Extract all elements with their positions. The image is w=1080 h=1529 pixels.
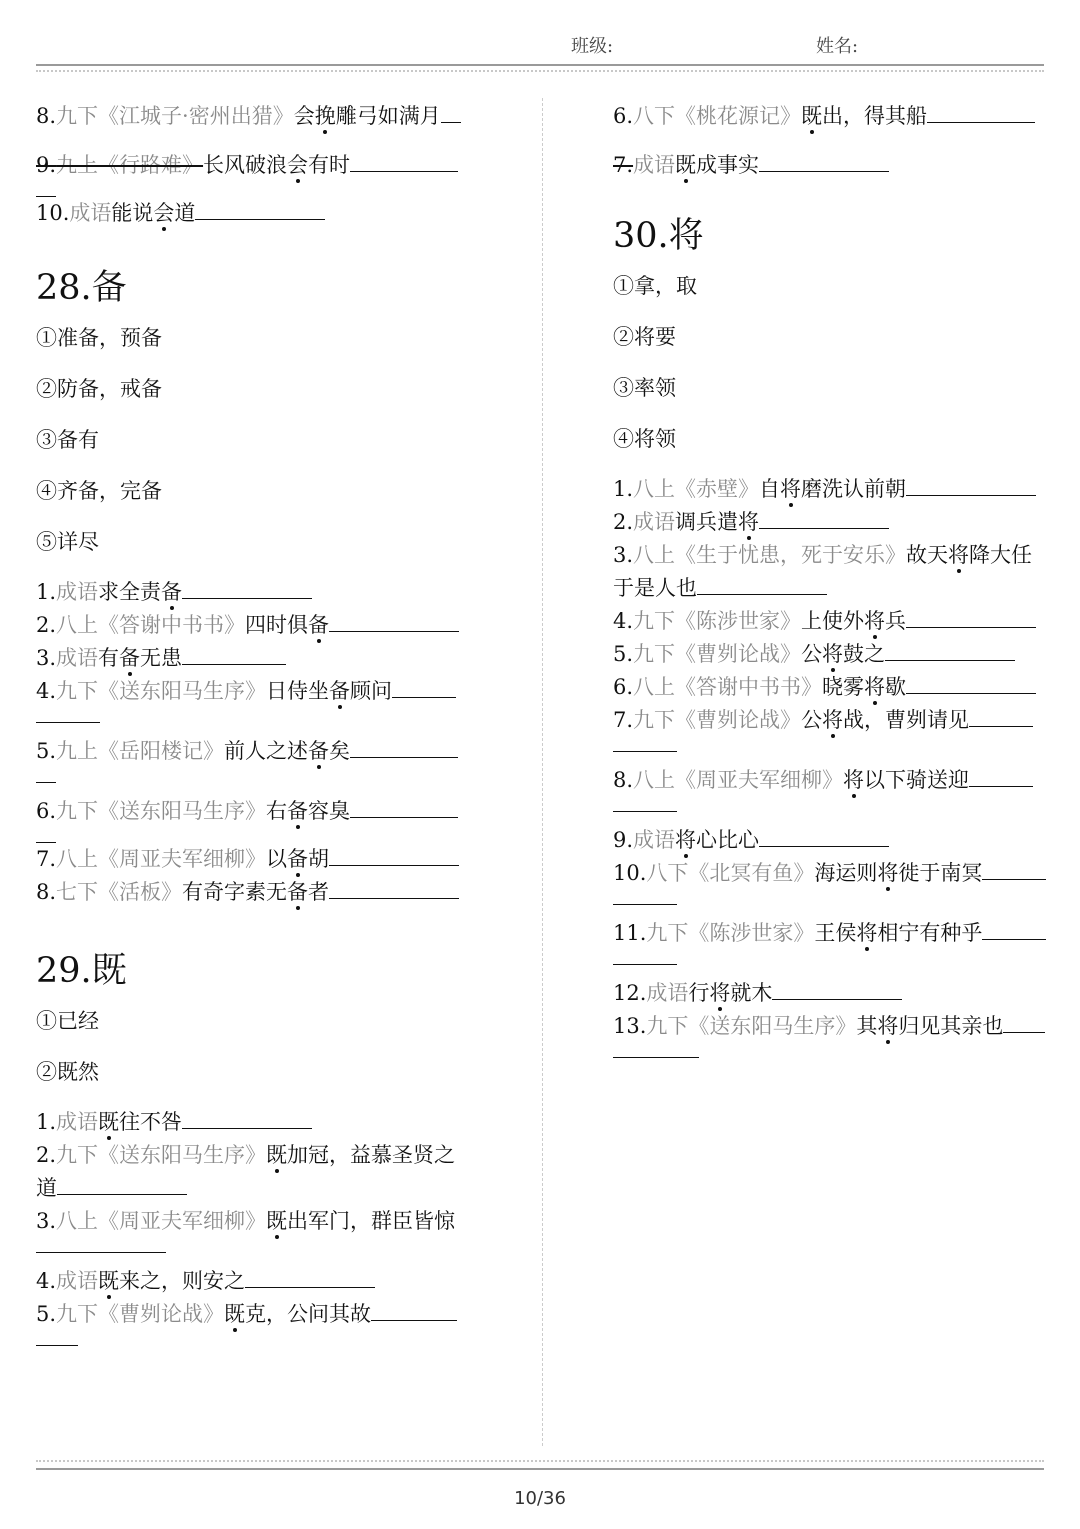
sense-item: ③备有 (36, 428, 99, 452)
sense-item: ③率领 (613, 376, 676, 400)
question-item: 6.八下《桃花源记》既出，得其船 (613, 100, 1058, 133)
answer-blank[interactable] (245, 1267, 375, 1288)
key-char: 备 (287, 799, 309, 823)
section-heading: 30.将 (613, 216, 704, 256)
right-column (613, 100, 1058, 1058)
page-number: 10/36 (514, 1488, 566, 1509)
question-item: 13.九下《送东阳马生序》其将归见其亲也 (613, 1010, 1058, 1043)
sense-item: ①拿，取 (613, 274, 697, 298)
key-char: 将 (843, 768, 865, 792)
key-char: 将 (780, 477, 802, 501)
footer-rule (36, 1468, 1044, 1470)
question-item: 9.成语将心比心 (613, 824, 1058, 857)
question-item: 5.九下《曹刿论战》既克，公问其故 (36, 1298, 476, 1331)
answer-blank[interactable] (36, 828, 56, 843)
question-item: 2.九下《送东阳马生序》既加冠，益慕圣贤之 (36, 1143, 456, 1167)
key-char: 备 (161, 580, 183, 604)
answer-blank[interactable] (759, 826, 889, 847)
answer-blank[interactable] (36, 1331, 78, 1346)
key-char: 备 (119, 646, 141, 670)
question-item: 1.成语求全责备 (36, 576, 476, 609)
answer-blank[interactable] (885, 640, 1015, 661)
answer-blank[interactable] (195, 199, 325, 220)
section-heading: 28.备 (36, 268, 127, 308)
question-item: 6.八上《答谢中书书》晓雾将歇 (613, 671, 1058, 704)
question-item-continued: 道 (36, 1172, 476, 1205)
question-item: 8.七下《活板》有奇字素无备者 (36, 876, 476, 909)
key-char: 备 (287, 847, 309, 871)
sense-item: ②将要 (613, 325, 676, 349)
key-char: 既 (266, 1143, 288, 1167)
answer-blank[interactable] (969, 706, 1033, 727)
question-item: 7.九下《曹刿论战》公将战，曹刿请见 (613, 704, 1058, 737)
answer-blank[interactable] (759, 151, 889, 172)
answer-blank[interactable] (350, 737, 458, 758)
answer-blank[interactable] (697, 574, 827, 595)
answer-blank[interactable] (371, 1300, 457, 1321)
question-item-continued: 于是人也 (613, 572, 1058, 605)
answer-blank[interactable] (927, 102, 1035, 123)
key-char: 将 (709, 981, 731, 1005)
left-column (36, 100, 476, 1346)
key-char: 备 (329, 679, 351, 703)
question-item: 3.成语有备无患 (36, 642, 476, 675)
key-char: 挽 (314, 104, 336, 128)
answer-blank[interactable] (329, 845, 459, 866)
question-item: 3.八上《生于忧患，死于安乐》故天将降大任 (613, 543, 1033, 567)
key-char: 备 (308, 613, 330, 637)
question-item: 5.九下《曹刿论战》公将鼓之 (613, 638, 1058, 671)
question-item: 4.成语既来之，则安之 (36, 1265, 476, 1298)
key-char: 将 (948, 543, 970, 567)
answer-blank[interactable] (906, 607, 1036, 628)
key-char: 将 (822, 642, 844, 666)
answer-blank[interactable] (329, 878, 459, 899)
answer-blank[interactable] (182, 578, 312, 599)
question-item: 4.九下《送东阳马生序》日侍坐备顾问 (36, 675, 476, 708)
key-char: 会 (153, 201, 175, 225)
question-item: 2.成语调兵遣将 (613, 506, 1058, 539)
answer-blank[interactable] (969, 766, 1033, 787)
answer-blank[interactable] (982, 919, 1046, 940)
answer-blank[interactable] (441, 102, 461, 123)
question-item: 5.九上《岳阳楼记》前人之述备矣 (36, 735, 476, 768)
answer-blank[interactable] (613, 950, 677, 965)
answer-blank[interactable] (182, 644, 286, 665)
page-header (36, 28, 1044, 68)
answer-blank[interactable] (36, 708, 100, 723)
sense-item: ①已经 (36, 1009, 99, 1033)
question-item: 11.九下《陈涉世家》王侯将相宁有种乎 (613, 917, 1058, 950)
key-char: 备 (308, 739, 330, 763)
key-char: 将 (877, 861, 899, 885)
answer-blank[interactable] (982, 859, 1046, 880)
answer-blank[interactable] (613, 1043, 699, 1058)
question-item: 10.八下《北冥有鱼》海运则将徙于南冥 (613, 857, 1058, 890)
answer-blank[interactable] (906, 673, 1036, 694)
answer-blank[interactable] (906, 475, 1036, 496)
answer-blank[interactable] (36, 182, 56, 197)
key-char: 将 (675, 828, 697, 852)
question-item: 4.九下《陈涉世家》上使外将兵 (613, 605, 1058, 638)
answer-blank[interactable] (613, 890, 677, 905)
answer-blank[interactable] (759, 508, 889, 529)
key-char: 将 (877, 1014, 899, 1038)
answer-blank[interactable] (613, 797, 677, 812)
answer-blank[interactable] (772, 979, 902, 1000)
header-dotted-rule (36, 70, 1044, 72)
key-char: 既 (224, 1302, 246, 1326)
sense-item: ②既然 (36, 1060, 99, 1084)
answer-blank[interactable] (36, 768, 56, 783)
key-char: 既 (98, 1110, 120, 1134)
answer-blank[interactable] (36, 1238, 166, 1253)
key-char: 将 (864, 675, 886, 699)
question-item: 6.九下《送东阳马生序》右备容臭 (36, 795, 476, 828)
question-item: 9.九上《行路难》长风破浪会有时 (36, 149, 476, 182)
key-char: 会 (287, 153, 309, 177)
question-item: 7.八上《周亚夫军细柳》以备胡 (36, 843, 476, 876)
key-char: 既 (98, 1269, 120, 1293)
sense-item: ①准备，预备 (36, 326, 162, 350)
key-char: 将 (864, 609, 886, 633)
key-char: 备 (287, 880, 309, 904)
answer-blank[interactable] (57, 1174, 187, 1195)
answer-blank[interactable] (350, 151, 458, 172)
sense-item: ④将领 (613, 427, 676, 451)
answer-blank[interactable] (329, 611, 459, 632)
name-label: 姓名: (816, 36, 859, 57)
footer-dotted-rule (36, 1460, 1044, 1462)
key-char: 既 (675, 153, 697, 177)
column-divider (542, 98, 543, 1446)
key-char: 将 (738, 510, 760, 534)
section-heading: 29.既 (36, 951, 127, 991)
answer-blank[interactable] (392, 677, 456, 698)
question-item: 2.八上《答谢中书书》四时俱备 (36, 609, 476, 642)
answer-blank[interactable] (613, 737, 677, 752)
key-char: 既 (801, 104, 823, 128)
answer-blank[interactable] (182, 1108, 312, 1129)
question-item: 3.八上《周亚夫军细柳》既出军门，群臣皆惊 (36, 1209, 456, 1233)
key-char: 既 (266, 1209, 288, 1233)
question-item: 10.成语能说会道 (36, 197, 476, 230)
class-label: 班级: (571, 36, 614, 57)
sense-item: ②防备，戒备 (36, 377, 162, 401)
question-item: 8.九下《江城子·密州出猎》会挽雕弓如满月 (36, 100, 476, 133)
question-item: 7.成语既成事实 (613, 149, 1058, 182)
sense-item: ⑤详尽 (36, 530, 99, 554)
key-char: 将 (856, 921, 878, 945)
sense-item: ④齐备，完备 (36, 479, 162, 503)
question-item: 8.八上《周亚夫军细柳》将以下骑送迎 (613, 764, 1058, 797)
answer-blank[interactable] (350, 797, 458, 818)
question-item: 1.八上《赤壁》自将磨洗认前朝 (613, 473, 1058, 506)
question-item: 12.成语行将就木 (613, 977, 1058, 1010)
question-item: 1.成语既往不咎 (36, 1106, 476, 1139)
answer-blank[interactable] (1003, 1012, 1045, 1033)
header-rule (36, 64, 1044, 66)
key-char: 将 (822, 708, 844, 732)
